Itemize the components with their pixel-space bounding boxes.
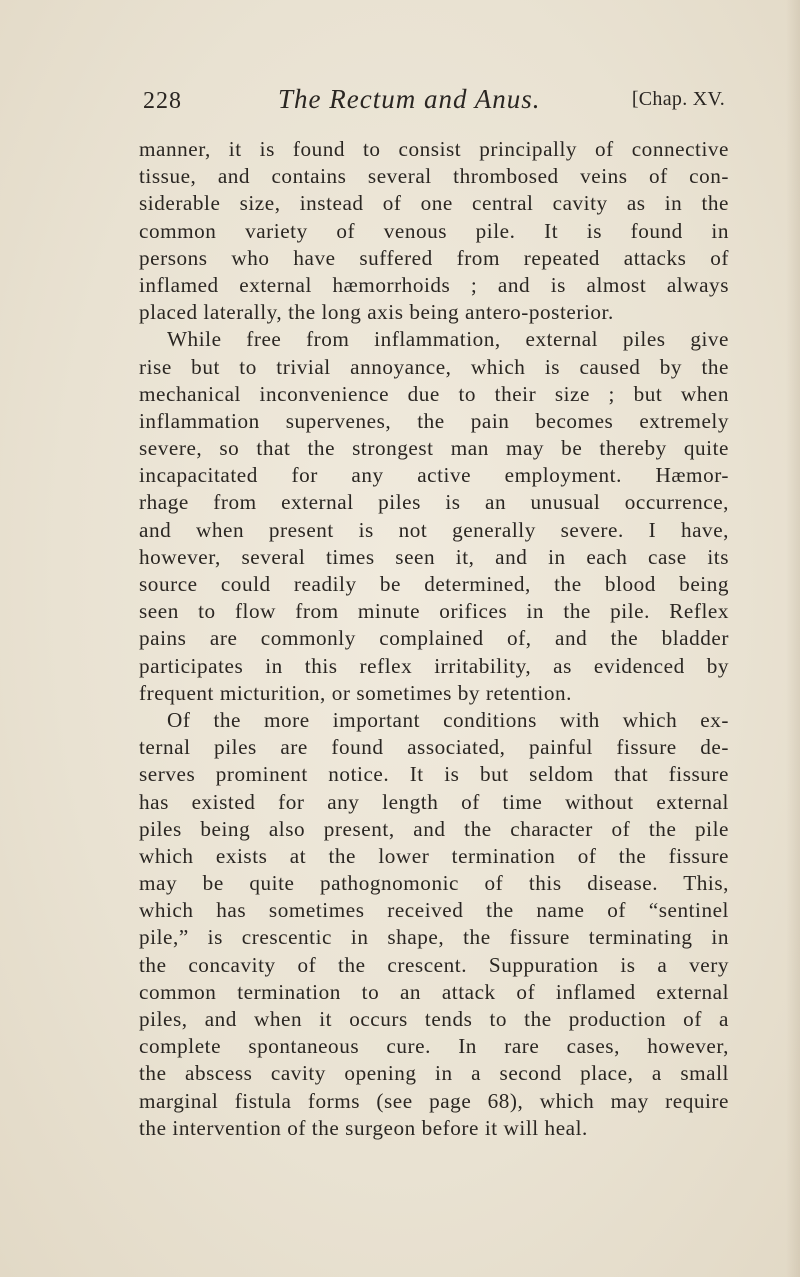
text-line: rhage from external piles is an unusual occurrence, — [139, 490, 729, 515]
text-line: however, several times seen it, and in each case its — [139, 544, 729, 569]
text-line: common termination to an attack of inflamed external — [139, 979, 729, 1004]
text-line: manner, it is found to consist principally of connective — [139, 137, 729, 161]
text-line: participates in this reflex irritability, as evidenced by — [139, 653, 729, 678]
text-line: complete spontaneous cure. In rare cases, however, — [139, 1034, 729, 1059]
text-line: rise but to trivial annoyance, which is caused by the — [139, 354, 729, 379]
chapter-reference: [Chap. XV. — [631, 88, 725, 110]
text-line: inflammation supervenes, the pain becomes extremely — [139, 408, 729, 433]
text-line: may be quite pathognomonic of this disease. This, — [139, 871, 729, 896]
text-line: severe, so that the strongest man may be thereby quite — [139, 436, 729, 461]
text-line: pains are commonly complained of, and the bladder — [139, 626, 729, 651]
text-line: which has sometimes received the name of “sentinel — [139, 898, 729, 923]
text-line: inflamed external hæmorrhoids ; and is almost always — [139, 272, 729, 297]
running-header — [143, 84, 725, 124]
running-title: The Rectum and Anus. — [278, 84, 541, 114]
text-line: which exists at the lower termination of the fissure — [139, 843, 729, 868]
text-line: ternal piles are found associated, painful fissure de- — [139, 735, 729, 760]
text-line: marginal fistula forms (see page 68), which may require — [139, 1088, 729, 1113]
text-line: While free from inflammation, external piles give — [167, 327, 729, 352]
text-line: the abscess cavity opening in a second place, a small — [139, 1061, 729, 1086]
text-line: tissue, and contains several thrombosed veins of con- — [139, 164, 729, 189]
page-number: 228 — [143, 88, 182, 114]
text-line: pile,” is crescentic in shape, the fissure terminating in — [139, 925, 729, 950]
text-line: and when present is not generally severe. I have, — [139, 517, 729, 542]
text-line: incapacitated for any active employment. Hæmor- — [139, 463, 729, 488]
text-line: placed laterally, the long axis being antero-posterior. — [139, 300, 614, 325]
text-line: Of the more important conditions with which ex- — [167, 707, 729, 732]
text-line: siderable size, instead of one central cavity as in the — [139, 191, 729, 216]
text-line: the concavity of the crescent. Suppuration is a very — [139, 952, 729, 977]
text-line: the intervention of the surgeon before it will heal. — [139, 1115, 588, 1140]
text-line: piles, and when it occurs tends to the production of a — [139, 1007, 729, 1031]
page-edge-shadow — [786, 0, 800, 1277]
text-line: serves prominent notice. It is but seldom that fissure — [139, 762, 729, 787]
text-line: persons who have suffered from repeated attacks of — [139, 245, 729, 270]
text-line: source could readily be determined, the blood being — [139, 572, 729, 596]
text-line: seen to flow from minute orifices in the pile. Reflex — [139, 599, 729, 624]
text-line: has existed for any length of time without external — [139, 789, 729, 814]
text-line: common variety of venous pile. It is found in — [139, 218, 729, 243]
text-line: mechanical inconvenience due to their size ; but when — [139, 381, 729, 406]
text-line: frequent micturition, or sometimes by retention. — [139, 680, 572, 705]
text-line: piles being also present, and the character of the pile — [139, 816, 729, 841]
body-text — [139, 136, 729, 1142]
